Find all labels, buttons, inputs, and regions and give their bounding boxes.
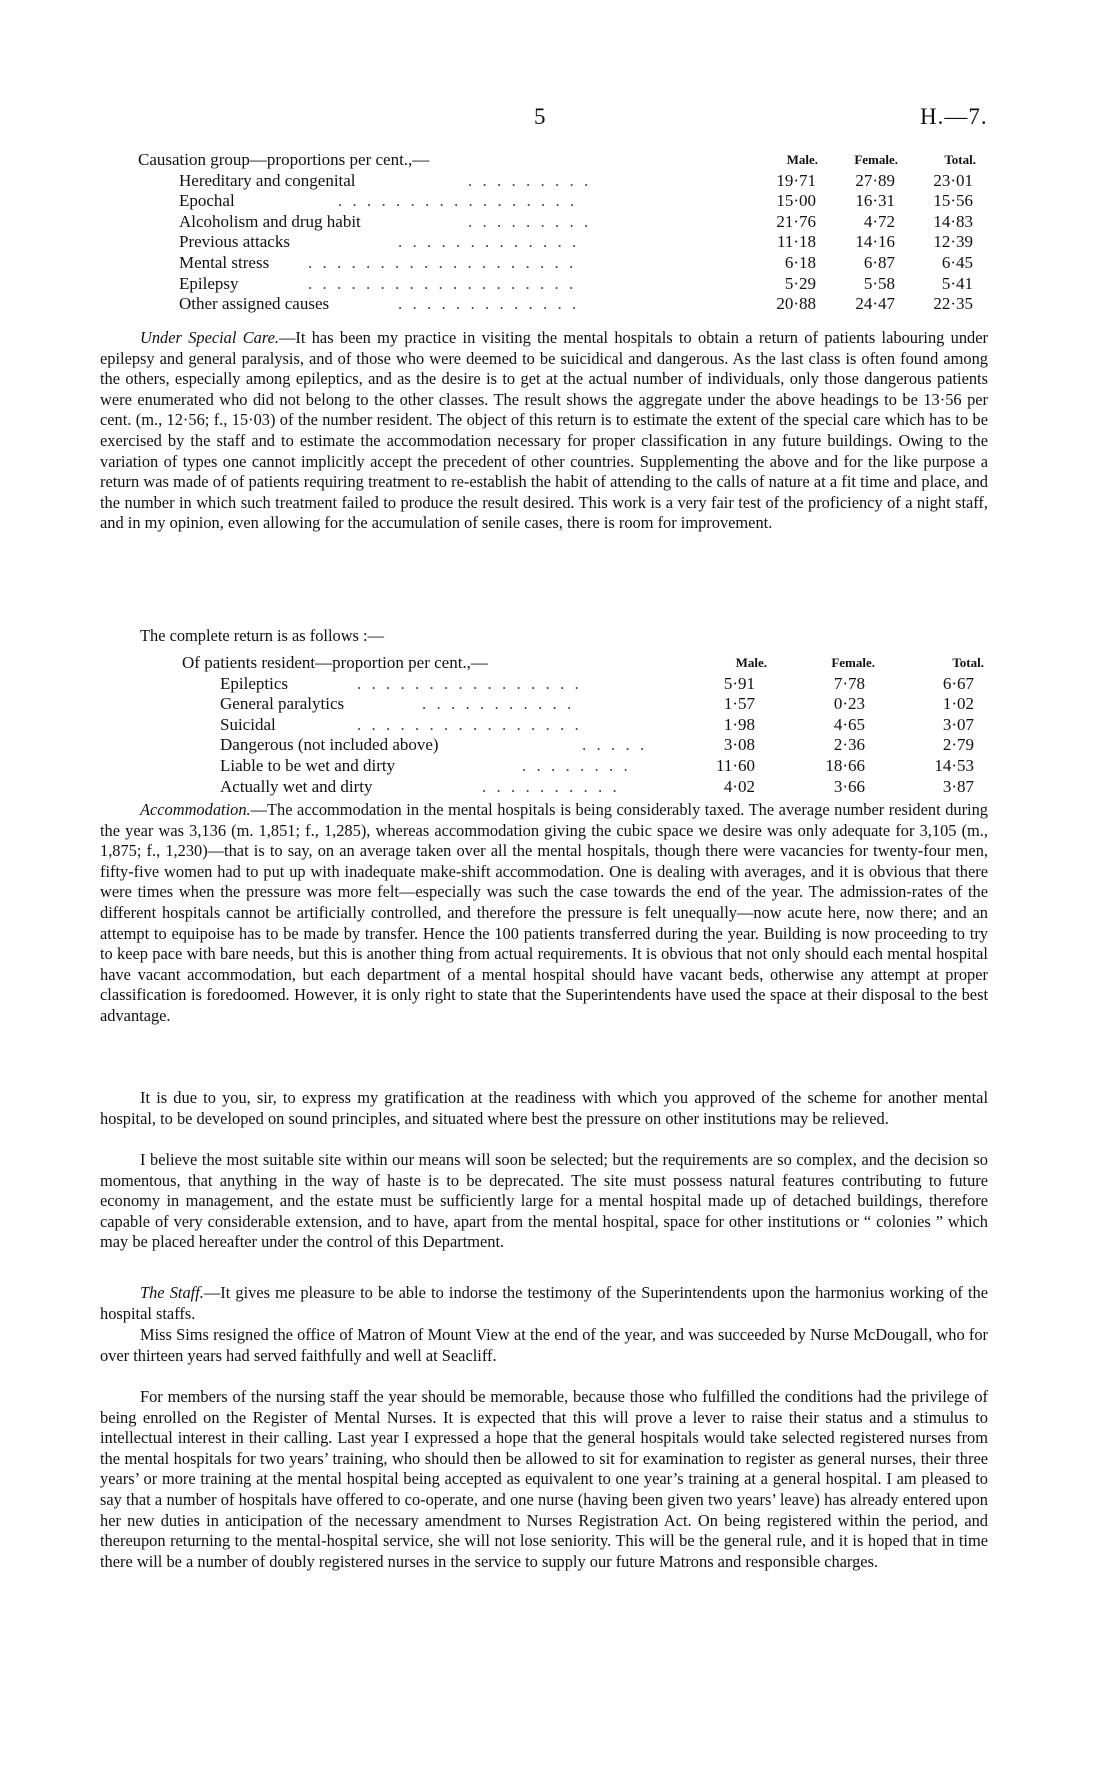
table-row	[138, 232, 988, 253]
column-header-female: Female.	[831, 655, 875, 670]
page-number: 5	[534, 104, 546, 129]
leader-dots: . . . . . . . . . . . . .	[398, 232, 580, 252]
cell-total: 23·01	[933, 170, 973, 190]
table-row	[138, 212, 988, 233]
leader-dots: . . . . . . . . . . . . . . . . . . .	[308, 252, 577, 272]
table-row	[182, 674, 982, 695]
row-label: Actually wet and dirty	[220, 776, 373, 796]
leader-dots: . . . . . . . . .	[468, 170, 592, 190]
complete-return-intro: The complete return is as follows :—	[140, 626, 384, 645]
cell-male: 1·98	[723, 714, 755, 734]
row-label: Suicidal	[220, 714, 276, 734]
cell-total: 3·07	[942, 714, 974, 734]
complete-return-title: Of patients resident—proportion per cent.,—	[182, 653, 488, 672]
column-header-male: Male.	[735, 655, 767, 670]
table-row	[182, 777, 982, 798]
cell-total: 3·87	[942, 776, 974, 796]
cell-female: 27·89	[855, 170, 895, 190]
row-label: Alcoholism and drug habit	[179, 211, 361, 231]
cell-male: 20·88	[776, 294, 816, 314]
cell-female: 4·72	[863, 211, 895, 231]
cell-total: 6·45	[941, 252, 973, 272]
cell-total: 1·02	[942, 694, 974, 714]
accommodation-heading: Accommodation.	[140, 800, 251, 819]
cell-total: 2·79	[942, 735, 974, 755]
special-care-paragraph	[100, 328, 988, 534]
table-row	[138, 294, 988, 315]
cell-male: 11·18	[776, 232, 816, 252]
leader-dots: . . . . .	[582, 735, 648, 755]
cell-total: 22·35	[933, 294, 973, 314]
leader-dots: . . . . . . . . . .	[482, 776, 620, 796]
causation-table	[138, 150, 988, 315]
cell-female: 18·66	[825, 755, 865, 775]
cell-male: 11·60	[715, 755, 755, 775]
row-label: Hereditary and congenital	[179, 170, 356, 190]
cell-total: 14·83	[933, 211, 973, 231]
row-label: Epochal	[179, 191, 235, 211]
column-header-male: Male.	[786, 152, 818, 167]
accommodation-text: —The accommodation in the mental hospitals is being considerably taxed. The average number resident during the year was 3,136 (m. 1,851; f., 1,285), whereas accommodation giving the cubic space we desire was only adequate for 3,105 (m., 1,875; f., 1,230)—that is to say, on an average taken over all the mental hospitals, though there were vacancies for twenty-four men, fifty-five women had to put up with inadequate make-shift accommodation. One is dealing with averages, and it is obvious that there were times when the pressure was more felt—especially was such the case towards the end of the year. The admission-rates of the different hospitals cannot be artificially controlled, and therefore the pressure is felt unequally—now acute here, now there; and an attempt to equipoise has to be made by transfer. Hence the 100 patients transferred during the year. Building is now proceeding to try to keep pace with bare needs, but this is another thing from actual requirements. It is obvious that not only should each mental hospital have vacant accommodation, but each department of a mental hospital should have vacant beds, otherwise any attempt at proper classification is foredoomed. However, it is only right to state that the Superintendents have used the space at their disposal to the best advantage.	[100, 800, 988, 1025]
row-label: Previous attacks	[179, 232, 290, 252]
row-label: Dangerous (not included above)	[220, 735, 439, 755]
cell-female: 5·58	[863, 273, 895, 293]
leader-dots: . . . . . . . . . . . . . . . .	[357, 673, 582, 693]
accommodation-paragraph-3: I believe the most suitable site within our means will soon be selected; but the requirements are so complex, and the decision so momentous, that anything in the way of haste is to be deprecated. The site must possess natural features contributing to future economy in management, and the estate must be sufficiently large for a mental hospital made up of detached buildings, therefore capable of very considerable extension, and to have, apart from the mental hospital, space for other institutions or “ colonies ” which may be placed hereafter under the control of this Department.	[100, 1150, 988, 1252]
leader-dots: . . . . . . . .	[522, 755, 631, 775]
special-care-text: —It has been my practice in visiting the mental hospitals to obtain a return of patients labouring under epilepsy and general paralysis, and of those who were deemed to be suicidical and dangerous. As the last class is often found among the others, especially among epileptics, and as the desire is to get at the actual number of individuals, only those dangerous patients were enumerated who did not belong to the other classes. The result shows the aggregate under the above headings to be 13·56 per cent. (m., 12·56; f., 15·03) of the number resident. The object of this return is to estimate the extent of the special care which has to be exercised by the staff and to estimate the accommodation necessary for proper classification in any future buildings. Owing to the variation of types one cannot implicitly accept the precedent of other countries. Supplementing the above and for the like purpose a return was made of of patients requiring treatment to re-establish the habit of attending to the calls of nature at a fit time and place, and the number in which such treatment failed to produce the result desired. This work is a very fair test of the proficiency of a night staff, and in my opinion, even allowing for the accumulation of senile cases, there is room for improvement.	[100, 328, 988, 533]
cell-male: 19·71	[776, 170, 816, 190]
row-label: General paralytics	[220, 694, 345, 714]
leader-dots: . . . . . . . . . . . . .	[398, 294, 580, 314]
cell-male: 15·00	[776, 191, 816, 211]
cell-total: 15·56	[933, 191, 973, 211]
cell-total: 12·39	[933, 232, 973, 252]
table-row	[182, 715, 982, 736]
cell-female: 24·47	[855, 294, 895, 314]
cell-total: 6·67	[942, 673, 974, 693]
staff-heading: The Staff.	[140, 1283, 204, 1302]
causation-title-row	[138, 150, 988, 171]
leader-dots: . . . . . . . . . . .	[422, 694, 575, 714]
table-row	[182, 694, 982, 715]
cell-male: 6·18	[784, 252, 816, 272]
table-row	[138, 253, 988, 274]
row-label: Other assigned causes	[179, 294, 330, 314]
complete-return-title-row	[182, 653, 982, 674]
cell-male: 5·91	[723, 673, 755, 693]
leader-dots: . . . . . . . . .	[468, 211, 592, 231]
row-label: Mental stress	[179, 252, 270, 272]
table-row	[182, 735, 982, 756]
table-row	[182, 756, 982, 777]
special-care-heading: Under Special Care.	[140, 328, 280, 347]
cell-female: 16·31	[855, 191, 895, 211]
cell-female: 4·65	[833, 714, 865, 734]
staff-paragraph-3: For members of the nursing staff the year should be memorable, because those who fulfilled the conditions had the privilege of being enrolled on the Register of Mental Nurses. It is expected that this will prove a lever to raise their status and a stimulus to intellectual interest in their calling. Last year I expressed a hope that the general hospitals would take selected registered nurses from the mental hospitals for two years’ training, who should then be allowed to sit for examination to register as general nurses, their three years’ or more training at the mental hospital being accepted as equivalent to one year’s training at a general hospital. I am pleased to say that a number of hospitals have offered to co-operate, and one nurse (having been given two years’ leave) has already entered upon her new duties in anticipation of the necessary amendment to Nurses Registration Act. On being registered within the period, and thereupon returning to the mental-hospital service, she will not lose seniority. This will be the general rule, and it is hoped that in time there will be a number of doubly registered nurses in the service to supply our future Matrons and responsible charges.	[100, 1387, 988, 1571]
cell-female: 14·16	[855, 232, 895, 252]
row-label: Epilepsy	[179, 273, 239, 293]
accommodation-paragraph	[100, 800, 988, 1027]
column-header-total: Total.	[952, 655, 984, 670]
column-header-female: Female.	[854, 152, 898, 167]
cell-female: 6·87	[863, 252, 895, 272]
table-row	[138, 274, 988, 295]
table-row	[138, 171, 988, 192]
cell-male: 21·76	[776, 211, 816, 231]
cell-total: 14·53	[934, 755, 974, 775]
staff-paragraph	[100, 1283, 988, 1324]
leader-dots: . . . . . . . . . . . . . . . .	[357, 714, 582, 734]
causation-title: Causation group—proportions per cent.,—	[138, 150, 430, 169]
cell-female: 7·78	[833, 673, 865, 693]
complete-return-table	[182, 653, 982, 797]
cell-female: 0·23	[833, 694, 865, 714]
staff-paragraph-2: Miss Sims resigned the office of Matron of Mount View at the end of the year, and was succeeded by Nurse McDougall, who for over thirteen years had served faithfully and well at Seacliff.	[100, 1325, 988, 1365]
cell-male: 1·57	[723, 694, 755, 714]
staff-text: —It gives me pleasure to be able to indorse the testimony of the Superintendents upon the harmonius working of the hospital staffs.	[100, 1283, 988, 1323]
cell-male: 5·29	[784, 273, 816, 293]
cell-male: 3·08	[723, 735, 755, 755]
table-row	[138, 191, 988, 212]
document-reference: H.—7.	[920, 104, 988, 129]
cell-total: 5·41	[941, 273, 973, 293]
row-label: Liable to be wet and dirty	[220, 755, 396, 775]
cell-female: 3·66	[833, 776, 865, 796]
column-header-total: Total.	[944, 152, 976, 167]
leader-dots: . . . . . . . . . . . . . . . . . . .	[308, 273, 577, 293]
cell-female: 2·36	[833, 735, 865, 755]
row-label: Epileptics	[220, 673, 288, 693]
accommodation-paragraph-2: It is due to you, sir, to express my gratification at the readiness with which you approved of the scheme for another mental hospital, to be developed on sound principles, and situated where best the pressure on other institutions may be relieved.	[100, 1088, 988, 1128]
cell-male: 4·02	[723, 776, 755, 796]
leader-dots: . . . . . . . . . . . . . . . . .	[338, 191, 578, 211]
